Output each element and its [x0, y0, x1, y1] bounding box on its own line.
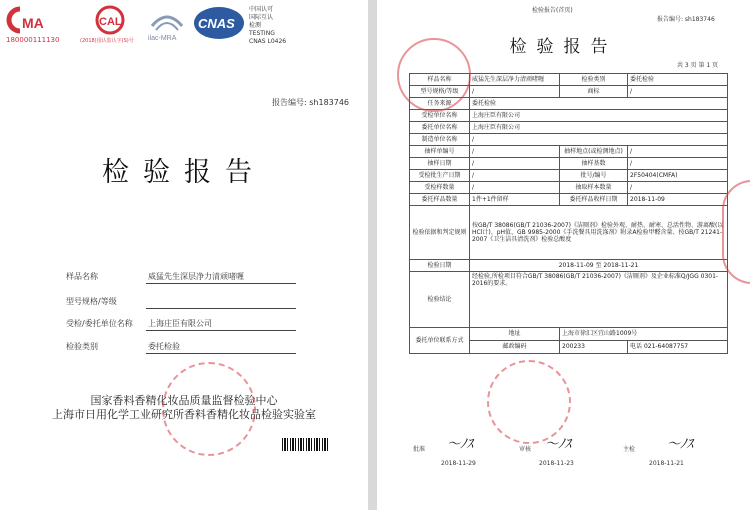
cover-field-underline [146, 308, 296, 309]
chief-label: 主检 [623, 446, 636, 453]
row-value: / [470, 146, 560, 158]
row-label: 检验日期 [410, 260, 470, 272]
row-label: 委托单位联系方式 [410, 328, 470, 354]
ilac-mra-logo [146, 6, 188, 44]
row-value: 2018-11-09 至 2018-11-21 [470, 260, 728, 272]
row-value: / [470, 182, 560, 194]
row-label: 型号规格/等级 [410, 86, 470, 98]
cma-logo [6, 5, 60, 45]
row-value: / [470, 158, 560, 170]
approver-signature: 〜ﾉｽ [447, 437, 474, 452]
cnas-caption [249, 6, 286, 46]
phone-value: 021-64087757 [643, 343, 689, 351]
table-row [410, 146, 728, 158]
row-label: 委托单位名称 [410, 122, 470, 134]
report-first-page [377, 0, 750, 510]
cnas-mark-text: CNAS [198, 16, 235, 31]
cnas-line: CNAS L0426 [249, 38, 287, 45]
table-row [410, 194, 728, 206]
table-row [410, 170, 728, 182]
table-row [410, 182, 728, 194]
row-label: 检验类别 [560, 74, 628, 86]
page-info: 共 3 页 第 1 页 [677, 62, 719, 69]
row-value: 委托检验 [628, 74, 728, 86]
reviewer-date: 2018-11-23 [539, 460, 574, 467]
cover-field-underline [146, 353, 296, 354]
row-value: 按GB/T 38086(GB/T 21036-2007)《洁厕剂》检验外观、耐热、耐寒、总活性物、游离酸(以HCl计)、pH值、GB 9985-2000《手洗餐具用洗涤剂》附录A检验甲醛含量、按GB/T 21241-2007《卫生洁具清洗剂》检验总酸度 [470, 206, 728, 260]
row-value: 上海市徐汇区宜山路1009号 [560, 328, 728, 341]
row-label: 抽样日期 [410, 158, 470, 170]
cma-mark-icon [6, 5, 52, 35]
row-label: 制造单位名称 [410, 134, 470, 146]
cover-field-value-category: 委托检验 [148, 342, 180, 351]
cover-field-value-unit: 上海庄臣有限公司 [148, 319, 212, 328]
cover-field-label-sample-name: 样品名称 [66, 272, 98, 281]
cma-code: 180000111130 [6, 36, 60, 44]
row-value: / [470, 86, 560, 98]
table-row [410, 328, 728, 341]
row-label: 受检样数量 [410, 182, 470, 194]
red-seal-stamp [487, 360, 571, 444]
row-label: 受检单位名称 [410, 110, 470, 122]
row-value: 委托检验 [470, 98, 728, 110]
row-label: 抽取样本数量 [560, 182, 628, 194]
row-label: 任务来源 [410, 98, 470, 110]
row-label: 抽样单编号 [410, 146, 470, 158]
row-value: / [470, 134, 728, 146]
report-info-table [409, 73, 728, 354]
sheet-report-number: 报告编号: sh183746 [657, 16, 715, 23]
row-value: / [628, 146, 728, 158]
edge-seal-stamp [722, 180, 750, 284]
sheet-head-title: 检验报告(首页) [532, 7, 573, 14]
cover-report-number: 报告编号: sh183746 [272, 98, 350, 107]
cover-field-value-sample-name: 威猛先生深层净力清顽啫喱 [148, 272, 244, 281]
row-label: 委托样品收样日期 [560, 194, 628, 206]
row-value: 上海庄臣有限公司 [470, 122, 728, 134]
row-value: / [628, 182, 728, 194]
red-seal-stamp [162, 362, 256, 456]
row-value: 2018-11-09 [628, 194, 728, 206]
row-label: 地址 [470, 328, 560, 341]
row-label: 抽样地点(或检测地点) [560, 146, 628, 158]
table-row [410, 110, 728, 122]
approver-label: 批准 [413, 446, 426, 453]
cal-caption: (2018)国认监认字(S)号 [80, 38, 134, 44]
row-label: 检验依据和判定规则 [410, 206, 470, 260]
row-value-phone [628, 341, 728, 354]
table-row [410, 122, 728, 134]
report-cover-page [0, 0, 368, 510]
reviewer-label: 审核 [519, 446, 532, 453]
approver-date: 2018-11-29 [441, 460, 476, 467]
table-row [410, 134, 728, 146]
reviewer-signature: 〜ﾉｽ [545, 437, 572, 452]
table-row [410, 158, 728, 170]
table-row [410, 206, 728, 260]
barcode [282, 438, 330, 451]
row-label: 受检批生产日期 [410, 170, 470, 182]
row-value: 200233 [560, 341, 628, 354]
row-label: 委托样品数量 [410, 194, 470, 206]
cal-mark-icon [90, 5, 130, 35]
cover-lab-name: 上海市日用化学工业研究所香料香精化妆品检验实验室 [52, 408, 316, 421]
cover-field-label-unit: 受检/委托单位名称 [66, 319, 133, 328]
ilac-mra-icon [146, 6, 188, 44]
row-label: 检验结论 [410, 272, 470, 328]
row-label: 邮政编码 [470, 341, 560, 354]
cnas-line: 中国认可 [249, 6, 274, 13]
row-value: / [470, 170, 560, 182]
cover-field-underline [146, 283, 296, 284]
row-value: 1件+1件留样 [470, 194, 560, 206]
cover-field-label-category: 检验类别 [66, 342, 98, 351]
cma-mark-text: MA [22, 15, 44, 31]
cal-logo [80, 5, 140, 45]
cover-field-label-model: 型号规格/等级 [66, 297, 117, 306]
cnas-line: 检测 [249, 22, 262, 29]
row-value: 威猛先生深层净力清顽啫喱 [470, 74, 560, 86]
cnas-line: 国际互认 [249, 14, 274, 21]
table-row [410, 272, 728, 328]
phone-label: 电话 [630, 343, 643, 351]
chief-date: 2018-11-21 [649, 460, 684, 467]
cnas-logo [193, 6, 293, 50]
ilac-mra-text: ilac-MRA [148, 35, 177, 42]
cal-mark-text: CAL [99, 16, 122, 28]
chief-signature: 〜ﾉｽ [667, 437, 694, 452]
cover-center-name: 国家香料香精化妆品质量监督检验中心 [90, 394, 278, 407]
red-seal-stamp [397, 38, 471, 112]
cnas-mark-icon [193, 6, 245, 40]
row-value: / [628, 158, 728, 170]
row-value: / [628, 86, 728, 98]
row-label: 批号/编号 [560, 170, 628, 182]
row-label: 商标 [560, 86, 628, 98]
row-value: 经检验,所检项目符合GB/T 38086(GB/T 21036-2007)《洁厕剂》及企业标准Q/JGG 0301-2016的要求。 [470, 272, 728, 328]
row-value: 上海庄臣有限公司 [470, 110, 728, 122]
row-label: 抽样基数 [560, 158, 628, 170]
row-value: 2F50404(CMFA) [628, 170, 728, 182]
cover-title: 检验报告 [102, 157, 266, 188]
cover-field-underline [146, 330, 296, 331]
row-label: 样品名称 [410, 74, 470, 86]
table-row [410, 260, 728, 272]
sheet-title: 检验报告 [509, 37, 618, 57]
cnas-line: TESTING [249, 30, 275, 37]
